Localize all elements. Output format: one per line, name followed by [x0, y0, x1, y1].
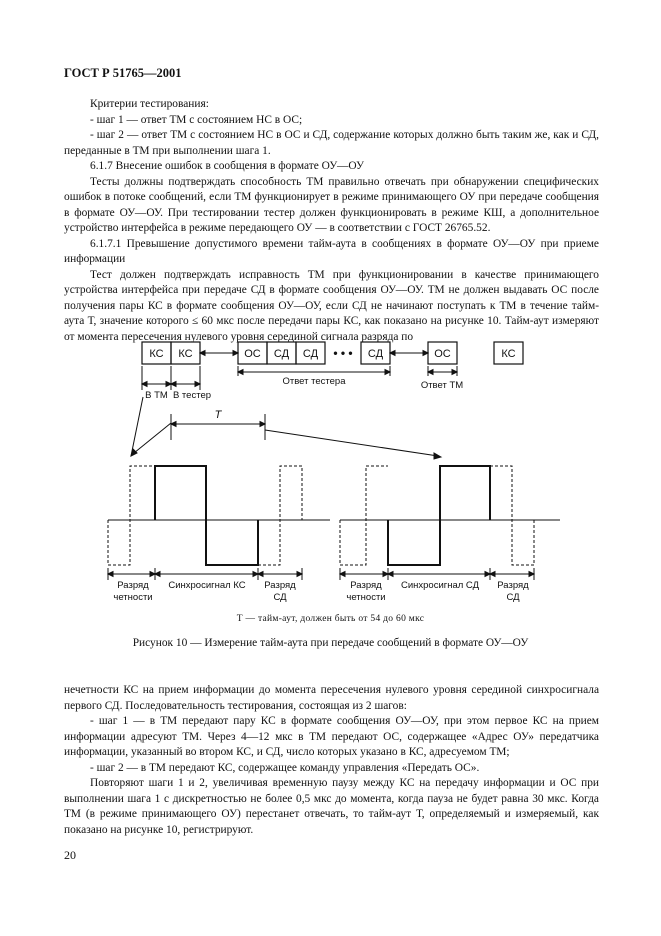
top-paragraph: 6.1.7 Внесение ошибок в сообщения в формате ОУ—ОУ: [90, 160, 365, 172]
top-paragraph: Тест должен подтверждать исправность ТМ при функционировании в качестве принимающего устройства интерфейса при передаче СД в формате сообщения ОУ—ОУ. ТМ не должен выдавать ОС после получения пары КС в формате сообщения ОУ—ОУ, если СД не начинают поступать к ТМ в течение тайм-аута Т, значение которого ≤ 60 мкс после передачи пары КС, как показано на рисунке 10. Тайм-аут измеряют от момента пересечения нулевого уровня серединой сигнала разряда по: [64, 268, 599, 343]
ks-label-2: КС: [178, 348, 193, 360]
figure-note: Т — тайм-аут, должен быть от 54 до 60 мкс: [236, 614, 425, 624]
os-label-2: ОС: [434, 348, 451, 360]
bottom-paragraph: - шаг 1 — в ТМ передают пару КС в формате сообщения ОУ—ОУ, при этом первое КС на прием информации адресуют ТМ. Через 4—12 мкс в ТМ передают ОС, содержащее «Адрес ОУ» передатчика информации, указанный во втором КС, и СД, число которых указано в КС, адресуемом ТМ;: [64, 715, 599, 758]
os-label-1: ОС: [244, 348, 261, 360]
ks-label-1: КС: [149, 348, 164, 360]
left-bit-label-1: Разряд: [264, 580, 296, 591]
bottom-paragraph: - шаг 2 — в ТМ передают КС, содержащее команду управления «Передать ОС».: [90, 761, 480, 774]
top-text-block: [64, 97, 599, 345]
ellipsis-dots: • • •: [333, 346, 353, 360]
top-paragraph: Тесты должны подтверждать способность ТМ правильно отвечать при обнаружении специфических ошибок в потоке сообщений, если ТМ функционирует в режиме принимающего ОУ при передаче сообщения в формате ОУ—ОУ. При тестировании тестер должен функционировать в режиме КШ, а дополнительное устройство интерфейса в режиме передающего ОУ — в соответствии с ГОСТ 26765.52.: [64, 175, 599, 234]
timeout-symbol: T: [214, 409, 222, 421]
top-paragraph: - шаг 1 — ответ ТМ с состоянием НС в ОС;: [90, 113, 303, 126]
sd-label-2: СД: [302, 348, 319, 360]
right-bit-label-2: СД: [506, 592, 520, 603]
top-paragraph: 6.1.7.1 Превышение допустимого времени тайм-аута в сообщениях в формате ОУ—ОУ при приеме информации: [64, 237, 599, 265]
right-parity-label-2: четности: [346, 592, 386, 603]
tm-response-label: Ответ ТМ: [420, 380, 464, 391]
left-sync-label: Синхросигнал КС: [168, 580, 246, 591]
to-tester-label: В тестер: [172, 390, 212, 401]
figure-caption: Рисунок 10 — Измерение тайм-аута при передаче сообщений в формате ОУ—ОУ: [132, 637, 529, 649]
sd-label-1: СД: [273, 348, 290, 360]
left-parity-label-2: четности: [113, 592, 153, 603]
top-paragraph: Критерии тестирования:: [90, 98, 209, 110]
bottom-text-block: [64, 683, 599, 838]
right-waveform: [340, 466, 534, 565]
to-tm-label: В ТМ: [145, 390, 168, 401]
right-sync-label: Синхросигнал СД: [400, 580, 480, 591]
left-bit-label-2: СД: [273, 592, 287, 603]
figure-10: [0, 330, 661, 660]
segment-arrows: [108, 568, 534, 580]
bottom-paragraph: Повторяют шаги 1 и 2, увеличивая временную паузу между КС на передачу информации и ОС при выполнении шага 1 с дискретностью не более 0,5 мкс до момента, когда пауза не будет равна 30 мкс. Когда ТМ (в режиме принимающего ОУ) перестанет отвечать, то тайм-аут Т, определяемый и измеряемый, как показано на рисунке 10, регистрируют.: [64, 777, 599, 836]
sd-label-3: СД: [367, 348, 384, 360]
bottom-paragraph: нечетности КС на прием информации до момента пересечения нулевого уровня серединой синхросигнала первого СД. Последовательность тестирования, состоящая из 2 шагов:: [64, 684, 599, 712]
document-code: ГОСТ Р 51765—2001: [64, 66, 182, 80]
timeout-marker: [131, 397, 441, 459]
timeout-diagram: [0, 330, 661, 610]
page-number: 20: [64, 848, 76, 862]
right-parity-label-1: Разряд: [350, 580, 382, 591]
right-bit-label-1: Разряд: [497, 580, 529, 591]
left-parity-label-1: Разряд: [117, 580, 149, 591]
top-paragraph: - шаг 2 — ответ ТМ с состоянием НС в ОС и СД, содержание которых должно быть таким же, как и СД, переданные в ТМ при выполнении шага 1.: [64, 129, 599, 157]
ks-label-3: КС: [501, 348, 516, 360]
tester-response-label: Ответ тестера: [282, 376, 346, 387]
left-waveform: [108, 466, 302, 565]
